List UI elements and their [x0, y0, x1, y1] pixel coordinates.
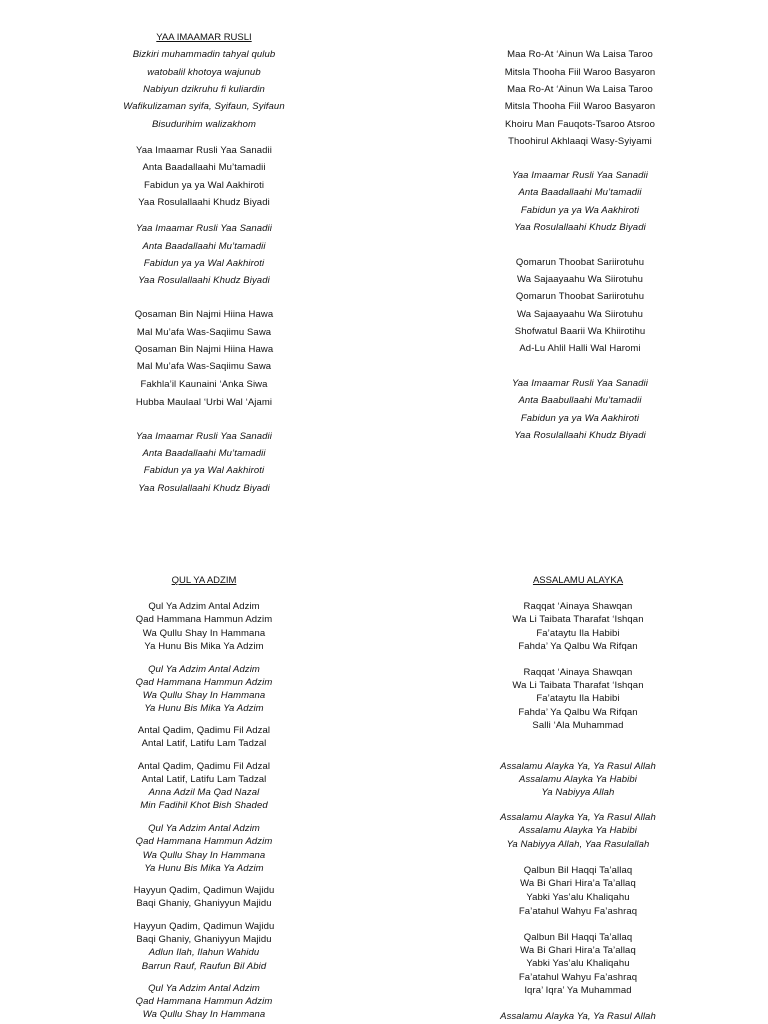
- lyric-line: Ya Nabiyya Allah, Yaa Rasulallah: [506, 839, 650, 850]
- lyric-line: Fa’atahul Wahyu Fa’ashraq: [518, 906, 638, 917]
- lyric-line: Fabidun ya ya Wa Aakhiroti: [520, 205, 640, 216]
- lyric-line: Qul Ya Adzim Antal Adzim: [148, 823, 260, 834]
- lyric-line: Anna Adzil Ma Qad Nazal: [148, 787, 260, 798]
- lyric-line: Anta Baadallaahi Mu’tamadii: [142, 162, 266, 173]
- lyric-line: Fakhla’il Kaunaini ‘Anka Siwa: [140, 379, 268, 390]
- lyric-line: Ad-Lu Ahlil Halli Wal Haromi: [519, 343, 641, 354]
- lyric-line: Anta Baadallaahi Mu’tamadii: [142, 241, 266, 252]
- lyric-line: Wa Qullu Shay In Hammana: [142, 628, 266, 639]
- lyric-line: Hayyun Qadim, Qadimun Wajidu: [133, 885, 275, 896]
- lyric-line: Ya Hunu Bis Mika Ya Adzim: [144, 641, 264, 652]
- lyric-line: Yabki Yas’alu Khaliqahu: [526, 958, 630, 969]
- lyric-line: Wa Qullu Shay In Hammana: [142, 690, 266, 701]
- lyric-line: Wa Sajaayaahu Wa Siirotuhu: [517, 274, 643, 285]
- lyric-line: Antal Latif, Latifu Lam Tadzal: [141, 774, 267, 785]
- lyric-line: Mitsla Thooha Fiil Waroo Basyaron: [504, 67, 656, 78]
- lyric-line: Qad Hammana Hammun Adzim: [135, 614, 273, 625]
- lyric-line: Mitsla Thooha Fiil Waroo Basyaron: [504, 101, 656, 112]
- lyric-line: Min Fadihil Khot Bish Shaded: [140, 800, 268, 811]
- lyric-line: Qul Ya Adzim Antal Adzim: [148, 601, 260, 612]
- lyric-line: Khoiru Man Fauqots-Tsaroo Atsroo: [505, 119, 655, 130]
- lyric-line: Fa’atahul Wahyu Fa’ashraq: [518, 972, 638, 983]
- lyric-line: Qalbun Bil Haqqi Ta’allaq: [523, 932, 633, 943]
- lyric-line: Qul Ya Adzim Antal Adzim: [148, 983, 260, 994]
- lyric-line: Baqi Ghaniy, Ghaniyyun Majidu: [136, 898, 272, 909]
- lyric-line: Adlun Ilah, Ilahun Wahidu: [148, 947, 260, 958]
- lyric-line: Yaa Rosulallaahi Khudz Biyadi: [514, 222, 646, 233]
- lyric-line: Fa’ataytu Ila Habibi: [536, 628, 620, 639]
- lyric-line: Assalamu Alayka Ya, Ya Rasul Allah: [500, 761, 656, 772]
- lyric-line: Thoohirul Akhlaaqi Wasy-Syiyami: [508, 136, 652, 147]
- lyric-line: Wa Sajaayaahu Wa Siirotuhu: [517, 309, 643, 320]
- lyric-line: Fabidun ya ya Wal Aakhiroti: [143, 180, 265, 191]
- lyric-line: watobalil khotoya wajunub: [147, 67, 261, 78]
- lyric-line: Qad Hammana Hammun Adzim: [135, 677, 273, 688]
- lyric-line: Wa Qullu Shay In Hammana: [142, 1009, 266, 1020]
- lyric-line: Yaa Rosulallaahi Khudz Biyadi: [138, 275, 270, 286]
- lyric-line: Antal Qadim, Qadimu Fil Adzal: [137, 725, 271, 736]
- song3-section: [438, 575, 718, 586]
- lyric-line: Yabki Yas’alu Khaliqahu: [526, 892, 630, 903]
- lyric-line: Antal Latif, Latifu Lam Tadzal: [141, 738, 267, 749]
- lyric-line: Fahda’ Ya Qalbu Wa Rifqan: [518, 641, 638, 652]
- lyric-line: Assalamu Alayka Ya Habibi: [519, 825, 637, 836]
- lyric-line: Ya Hunu Bis Mika Ya Adzim: [144, 863, 264, 874]
- lyric-line: Fa’ataytu Ila Habibi: [536, 693, 620, 704]
- lyric-line: Anta Baadallaahi Mu’tamadii: [142, 448, 266, 459]
- lyric-line: Wa Li Taibata Tharafat ‘Ishqan: [512, 680, 644, 691]
- lyric-line: Assalamu Alayka Ya Habibi: [519, 774, 637, 785]
- lyric-line: Wa Qullu Shay In Hammana: [142, 850, 266, 861]
- lyric-line: Wa Bi Ghari Hira’a Ta’allaq: [520, 878, 636, 889]
- lyric-line: Maa Ro-At ‘Ainun Wa Laisa Taroo: [507, 49, 653, 60]
- lyric-line: Wa Bi Ghari Hira’a Ta’allaq: [520, 945, 636, 956]
- lyric-line: Qad Hammana Hammun Adzim: [135, 836, 273, 847]
- lyric-line: Anta Baabullaahi Mu’tamadii: [518, 395, 642, 406]
- lyric-line: Hubba Maulaal ‘Urbi Wal ‘Ajami: [135, 397, 273, 408]
- lyric-line: Wafikulizaman syifa, Syifaun, Syifaun: [123, 101, 285, 112]
- lyric-line: Yaa Imaamar Rusli Yaa Sanadii: [136, 223, 272, 234]
- lyric-line: Baqi Ghaniy, Ghaniyyun Majidu: [136, 934, 272, 945]
- lyric-line: Ya Nabiyya Allah: [541, 787, 615, 798]
- lyric-line: Anta Baadallaahi Mu’tamadii: [518, 187, 642, 198]
- lyric-line: Fahda’ Ya Qalbu Wa Rifqan: [518, 707, 638, 718]
- lyric-line: Yaa Rosulallaahi Khudz Biyadi: [138, 197, 270, 208]
- lyric-line: Yaa Rosulallaahi Khudz Biyadi: [138, 483, 270, 494]
- lyric-line: Fabidun ya ya Wal Aakhiroti: [143, 258, 265, 269]
- lyric-line: Barrun Rauf, Raufun Bil Abid: [141, 961, 267, 972]
- song-title: QUL YA ADZIM: [171, 575, 237, 586]
- lyric-line: Qalbun Bil Haqqi Ta’allaq: [523, 865, 633, 876]
- song-title: ASSALAMU ALAYKA: [532, 575, 624, 586]
- lyric-line: Qosaman Bin Najmi Hiina Hawa: [134, 309, 274, 320]
- lyric-line: Bizkiri muhammadin tahyal qulub: [132, 49, 276, 60]
- lyric-line: Fabidun ya ya Wal Aakhiroti: [143, 465, 265, 476]
- lyric-line: Maa Ro-At ‘Ainun Wa Laisa Taroo: [507, 84, 653, 95]
- lyric-line: Antal Qadim, Qadimu Fil Adzal: [137, 761, 271, 772]
- song-title: YAA IMAAMAR RUSLI: [156, 32, 252, 43]
- lyric-line: Nabiyun dzikruhu fi kuliardin: [143, 84, 265, 95]
- lyric-line: Qad Hammana Hammun Adzim: [135, 996, 273, 1007]
- song1-section: [64, 32, 344, 43]
- lyric-line: Bisudurihim walizakhom: [151, 119, 257, 130]
- lyric-line: Qosaman Bin Najmi Hiina Hawa: [134, 344, 274, 355]
- lyric-line: Wa Li Taibata Tharafat ‘Ishqan: [512, 614, 644, 625]
- lyric-line: Mal Mu’afa Was-Saqiimu Sawa: [136, 327, 272, 338]
- lyric-line: Yaa Rosulallaahi Khudz Biyadi: [514, 430, 646, 441]
- lyric-line: Hayyun Qadim, Qadimun Wajidu: [133, 921, 275, 932]
- lyric-line: Mal Mu’afa Was-Saqiimu Sawa: [136, 361, 272, 372]
- lyric-line: Yaa Imaamar Rusli Yaa Sanadii: [136, 145, 272, 156]
- lyric-line: Qomarun Thoobat Sariirotuhu: [515, 291, 645, 302]
- song2-section: [64, 575, 344, 586]
- lyric-line: Yaa Imaamar Rusli Yaa Sanadii: [512, 378, 648, 389]
- lyric-line: Salli ‘Ala Muhammad: [532, 720, 624, 731]
- lyric-line: Raqqat ‘Ainaya Shawqan: [523, 601, 633, 612]
- lyric-line: Qomarun Thoobat Sariirotuhu: [515, 257, 645, 268]
- lyric-line: Yaa Imaamar Rusli Yaa Sanadii: [136, 431, 272, 442]
- lyric-line: Assalamu Alayka Ya, Ya Rasul Allah: [500, 1011, 656, 1022]
- lyric-line: Iqra’ Iqra’ Ya Muhammad: [524, 985, 632, 996]
- lyric-line: Assalamu Alayka Ya, Ya Rasul Allah: [500, 812, 656, 823]
- lyric-line: Shofwatul Baarii Wa Khiirotihu: [514, 326, 646, 337]
- lyric-line: Qul Ya Adzim Antal Adzim: [148, 664, 260, 675]
- lyric-line: Ya Hunu Bis Mika Ya Adzim: [144, 703, 264, 714]
- lyric-line: Yaa Imaamar Rusli Yaa Sanadii: [512, 170, 648, 181]
- lyric-line: Raqqat ‘Ainaya Shawqan: [523, 667, 633, 678]
- lyric-line: Fabidun ya ya Wa Aakhiroti: [520, 413, 640, 424]
